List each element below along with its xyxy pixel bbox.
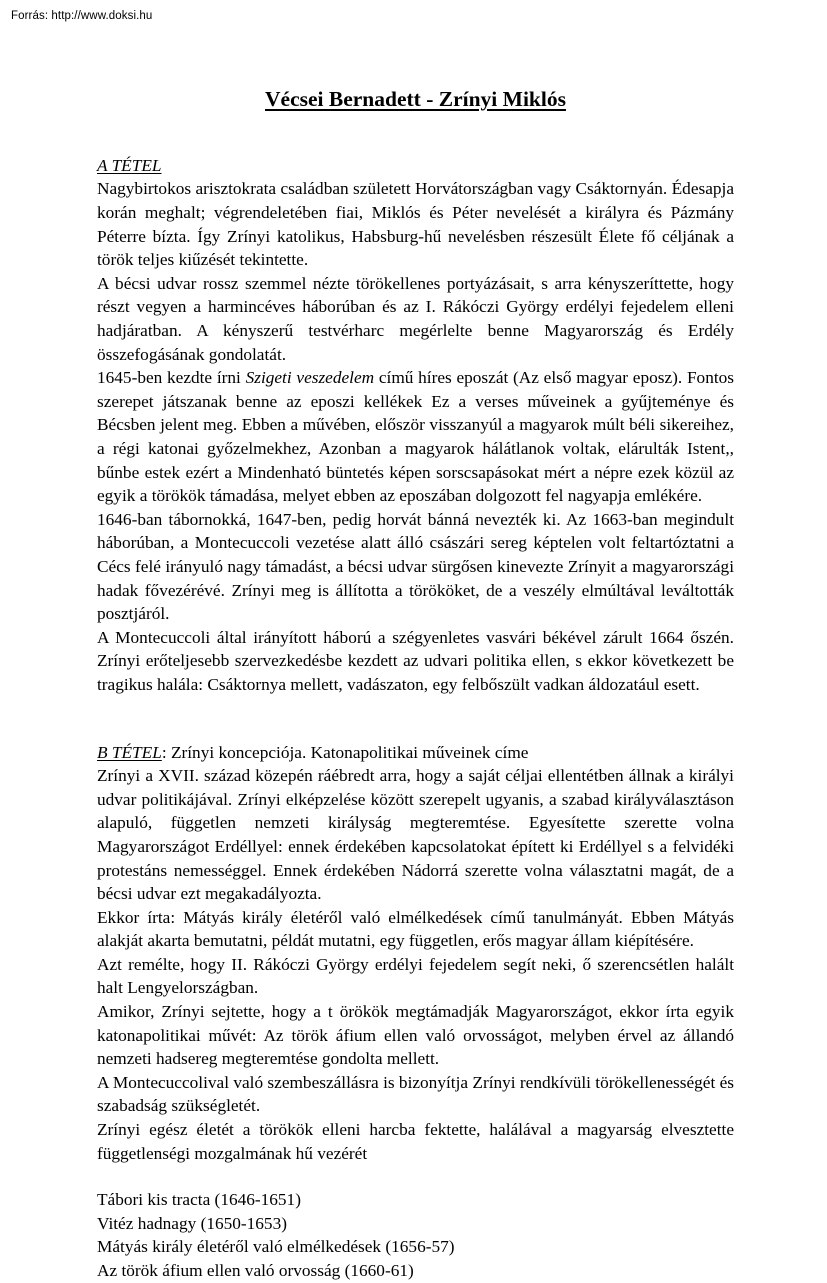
section-a-paragraph-1: Nagybirtokos arisztokrata családban született Horvátországban vagy Csáktornyán. Édesapja korán meghalt; végrendeletében fiai, Miklós és Péter nevelését a királyra és Pázmány Péterre bízta. Így Zrínyi katolikus, Habsburg-hű nevelésben részesült Élete fő céljának a török teljes kiűzését tekintette. xyxy=(97,179,734,270)
section-b-label: B TÉTEL xyxy=(97,742,162,762)
section-b-paragraph-5: A Montecuccolival való szembeszállásra is bizonyítja Zrínyi rendkívüli törökellenességét és szabadság szükségletét. xyxy=(97,1072,734,1116)
list-item: Tábori kis tracta (1646-1651) xyxy=(97,1190,301,1210)
section-a-label: A TÉTEL xyxy=(97,155,162,175)
page-title-text: Vécsei Bernadett - Zrínyi Miklós xyxy=(265,87,566,111)
section-b-paragraph-6: Zrínyi egész életét a törökök elleni harcba fektette, halálával a magyarság elvesztette függetlenségi mozgalmának hű vezérét xyxy=(97,1120,734,1163)
section-b-paragraph-1: Zrínyi a XVII. század közepén ráébredt arra, hogy a saját céljai ellentétben állnak a királyi udvar politikájával. Zrínyi elképzelése között szerepelt ugyanis, a szabad királyválasztáson alapuló, független nemzeti királyság megteremtése. Egyesítette szerette volna Magyarországot Erdéllyel: ennek érdekében kapcsolatokat épített ki Erdéllyel s a felvidéki protestáns nemességgel. Ennek érdekében Nádorrá szerette volna választatni magát, de a bécsi udvar ezt megakadályozta. xyxy=(97,766,734,904)
epic-title-szigeti-veszedelem: Szigeti veszedelem xyxy=(245,368,375,388)
section-b-label-tail: : Zrínyi koncepciója. Katonapolitikai műveinek címe xyxy=(161,742,529,762)
list-item: Mátyás király életéről való elmélkedések (1656-57) xyxy=(97,1237,455,1257)
page-title xyxy=(97,86,734,113)
section-a-paragraph-4: A Montecuccoli által irányított háború a szégyenletes vasvári békével zárult 1664 őszén. Zrínyi erőteljesebb szervezkedésbe kezdett az udvari politika ellen, s ekkor következett be tragikus halála: Csáktornya mellett, vadászaton, egy felbőszült vadkan áldozatául esett. xyxy=(97,627,734,694)
epic-paragraph-after: című híres eposzát (Az első magyar eposz). Fontos szerepet játszanak benne az eposzi kellékek Ez a verses műveinek a gyűjteménye és Bécsben jelent meg. Ebben a művében, először visszanyúl a magyarok múlt béli sikereihez, a régi katonai győzelmekhez, Azonban a magyarok hálátlanok voltak, elárulták Istent,, bűnbe estek ezért a Mindenható büntetés képen sorscsapásokat mért a népre ezek közül az egyik a törökök támadása, melyet ebben az eposzában dolgozott fel nagyapja emlékére. xyxy=(97,368,735,506)
section-a-paragraph-epic xyxy=(97,366,734,508)
section-spacer xyxy=(97,697,734,741)
section-a xyxy=(97,154,734,697)
section-b-paragraph-2: Ekkor írta: Mátyás király életéről való elmélkedések című tanulmányát. Ebben Mátyás alakját akarta bemutatni, példát mutatni, egy független, erős magyar állam kiépítésére. xyxy=(97,907,734,951)
source-url-header: Forrás: http://www.doksi.hu xyxy=(11,10,153,22)
works-list xyxy=(97,1188,734,1282)
epic-paragraph-before: 1645-ben kezdte írni xyxy=(97,368,246,388)
works-list-spacer xyxy=(97,1165,734,1188)
title-spacer xyxy=(97,113,734,154)
section-a-paragraph-3: 1646-ban tábornokká, 1647-ben, pedig horvát bánná nevezték ki. Az 1663-ban megindult háborúban, a Montecuccoli vezetése alatt álló császári sereg képtelen volt feltartóztatni a Cécs felé irányuló nagy támadást, a bécsi udvar sürgősen kinevezte Zrínyit a magyarországi hadak fővezérévé. Zrínyi meg is állította a törököket, de a veszély elmúltával leváltották posztjáról. xyxy=(97,509,734,624)
section-b-paragraph-4: Amikor, Zrínyi sejtette, hogy a t örökök megtámadják Magyarországot, ekkor írta egyik katonapolitikai művét: Az török áfium ellen való orvosságot, melyben érvel az állandó nemzeti hadsereg megteremtése gondolta mellett. xyxy=(97,1002,734,1069)
section-b xyxy=(97,741,734,1166)
section-a-paragraph-2: A bécsi udvar rossz szemmel nézte törökellenes portyázásait, s arra kényszeríttette, hogy részt vegyen a harmincéves háborúban és az I. Rákóczi György erdélyi fejedelem elleni hadjáratban. A kényszerű testvérharc megérlelte benne Magyarország és Erdély összefogásának gondolatát. xyxy=(97,273,734,364)
section-a-heading xyxy=(97,154,734,178)
section-b-heading xyxy=(97,741,734,765)
document-body xyxy=(97,86,734,1283)
list-item: Az török áfium ellen való orvosság (1660-61) xyxy=(97,1261,414,1280)
section-b-paragraph-3: Azt remélte, hogy II. Rákóczi György erdélyi fejedelem segít neki, ő szerencsétlen halált halt Lengyelországban. xyxy=(97,954,734,998)
list-item: Vitéz hadnagy (1650-1653) xyxy=(97,1213,287,1233)
